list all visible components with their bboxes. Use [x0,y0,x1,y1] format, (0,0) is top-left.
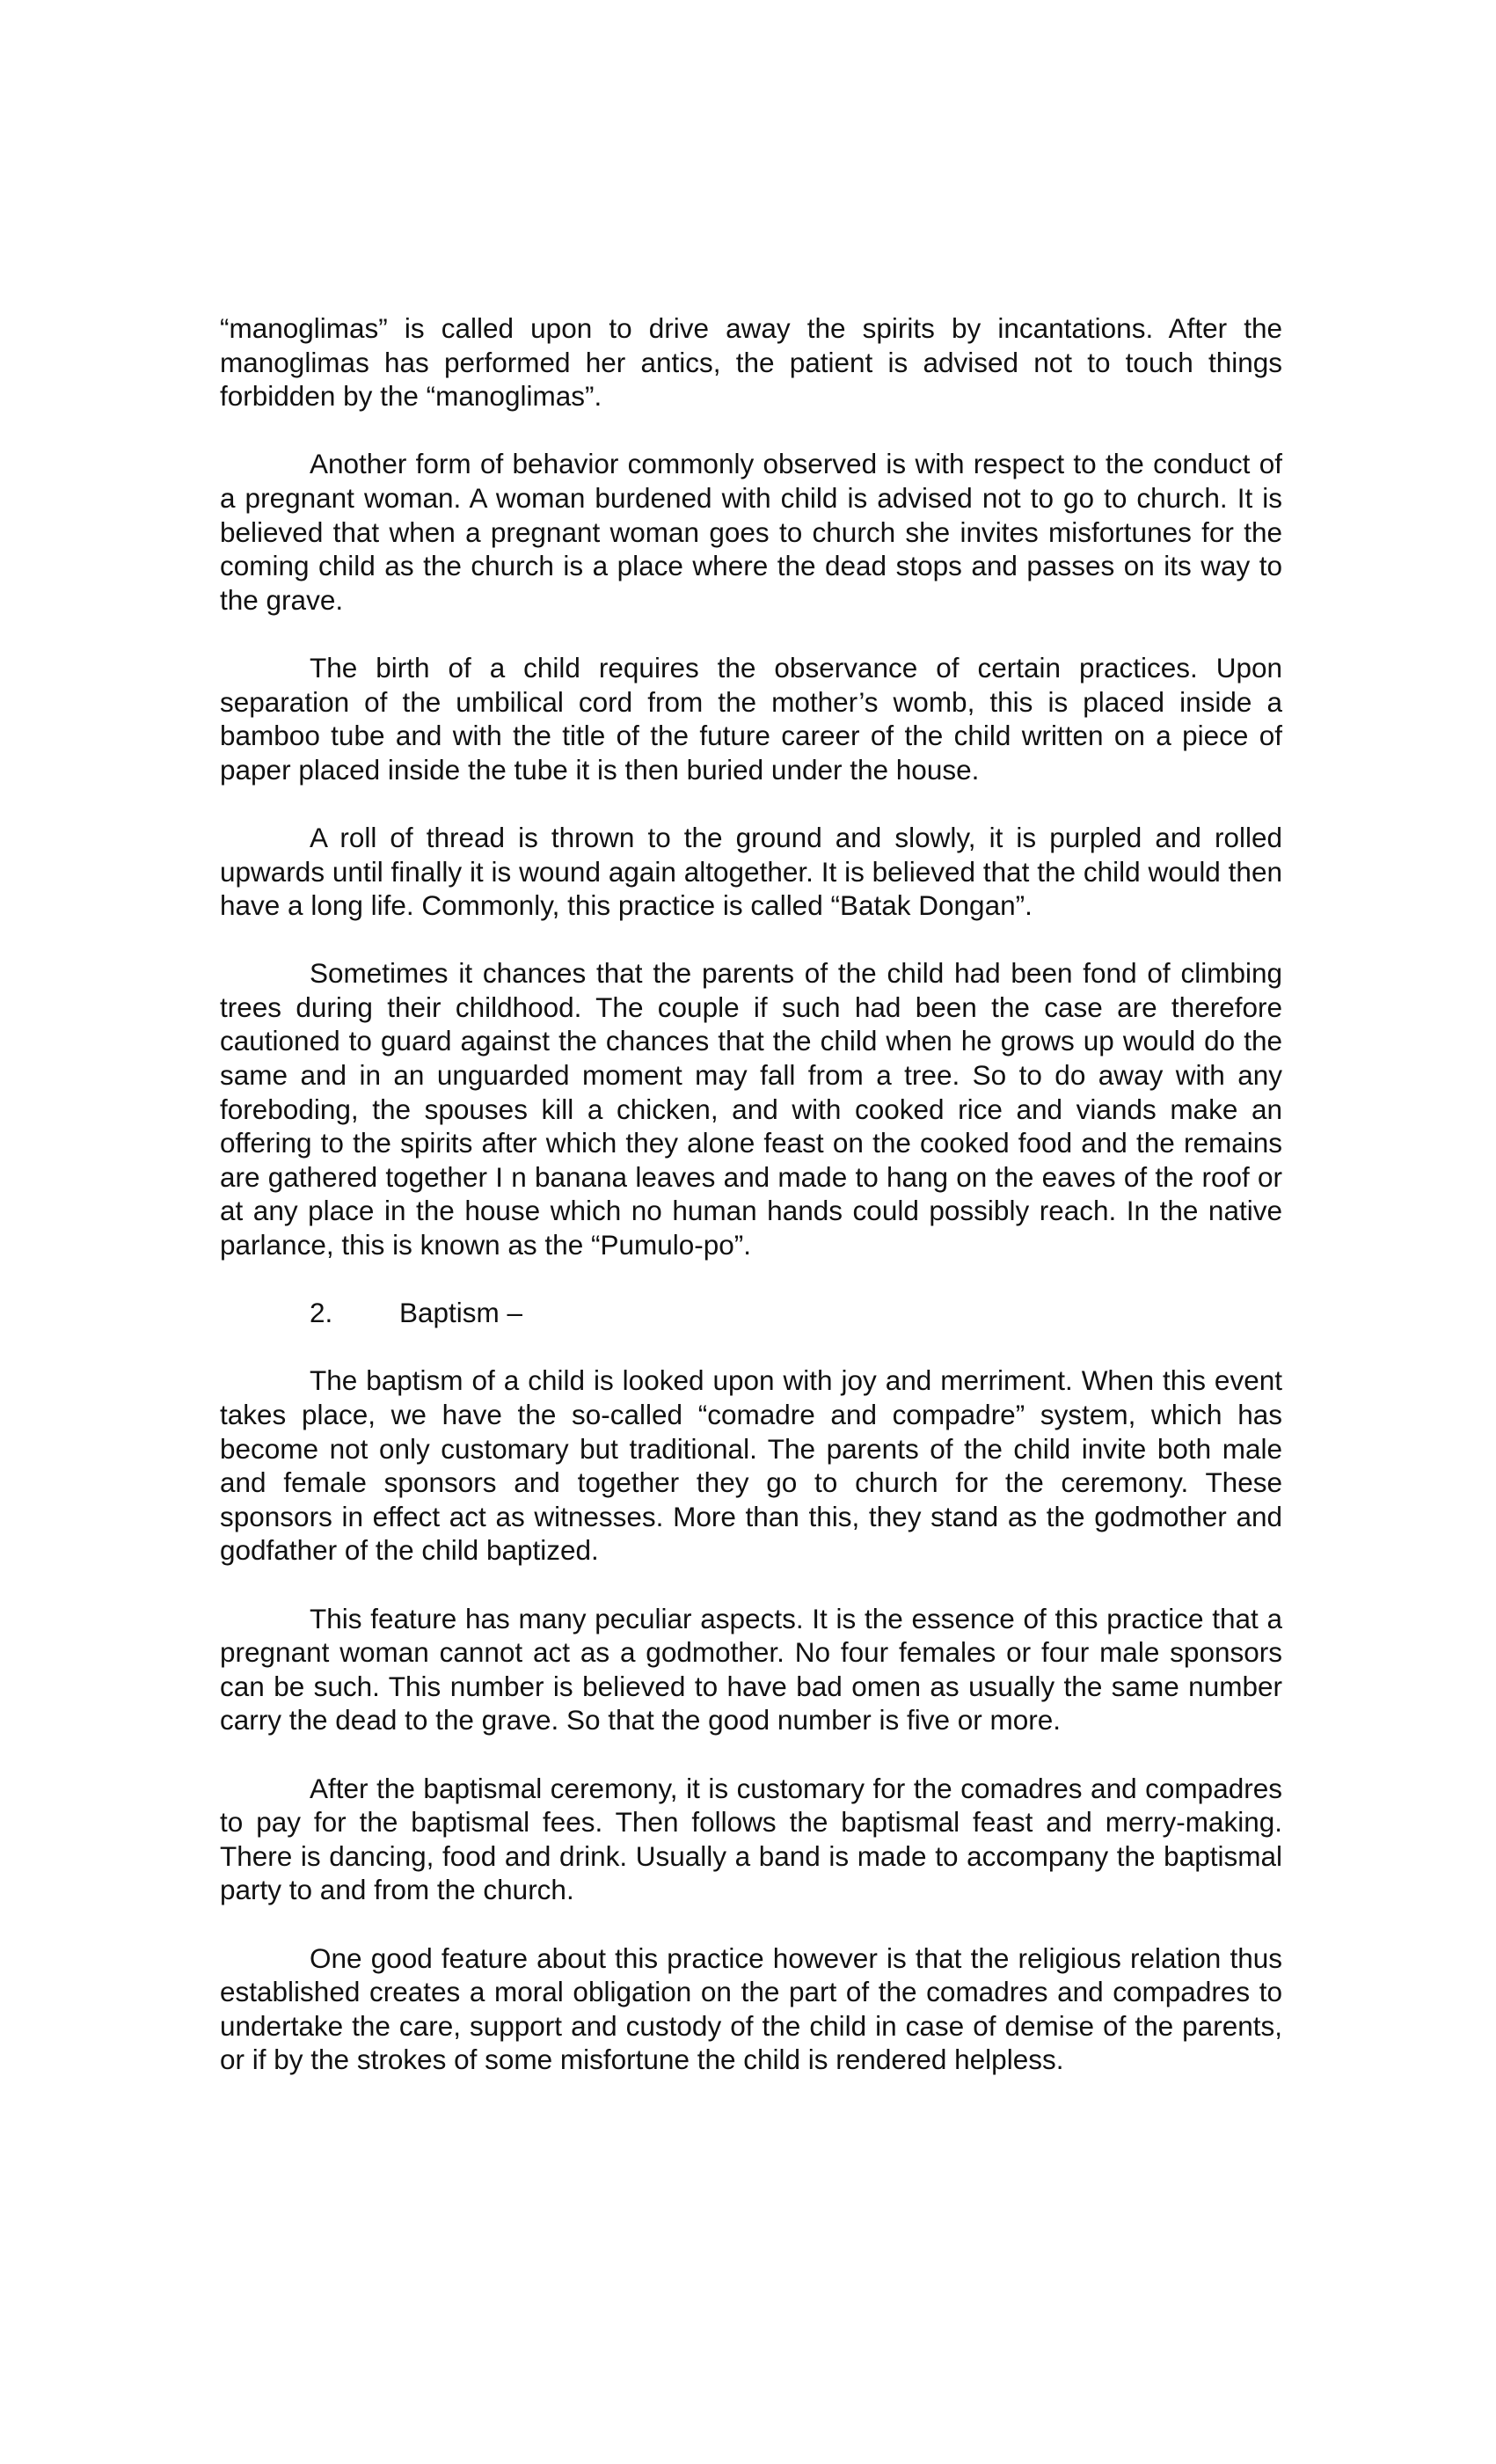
document-body [220,311,1282,2077]
paragraph-pregnant-woman-conduct: Another form of behavior commonly observed is with respect to the conduct of a pregnant woman. A woman burdened with child is advised not to go to church. It is believed that when a pregnant woman goes to church she invites misfortunes for the coming child as the church is a place where the dead stops and passes on its way to the grave. [220,448,1282,616]
section-title: Baptism – [399,1297,523,1329]
section-number: 2. [310,1297,333,1329]
paragraph-continuation: “manoglimas” is called upon to drive away the spirits by incantations. After the manoglimas has performed her antics, the patient is advised not to touch things forbidden by the “manoglimas”. [220,312,1282,413]
paragraph-pumulo-po: Sometimes it chances that the parents of the child had been fond of climbing trees during their childhood. The couple if such had been the case are therefore cautioned to guard against the chances that the child when he grows up would do the same and in an unguarded moment may fall from a tree. So to do away with any foreboding, the spouses kill a chicken, and with cooked rice and viands make an offering to the spirits after which they alone feast on the cooked food and the remains are gathered together I n banana leaves and made to hang on the eaves of the roof or at any place in the house which no human hands could possibly reach. In the native parlance, this is known as the “Pumulo-po”. [220,957,1282,1261]
paragraph-peculiar-aspects: This feature has many peculiar aspects. It is the essence of this practice that a pregnant woman cannot act as a godmother. No four females or four male sponsors can be such. This number is believed to have bad omen as usually the same number carry the dead to the grave. So that the good number is five or more. [220,1602,1282,1736]
paragraph-batak-dongan: A roll of thread is thrown to the ground and slowly, it is purpled and rolled upwards until finally it is wound again altogether. It is believed that the child would then have a long life. Commonly, this practice is called “Batak Dongan”. [220,821,1282,922]
paragraph-baptism-joy: The baptism of a child is looked upon with joy and merriment. When this event takes place, we have the so-called “comadre and compadre” system, which has become not only customary but traditional. The parents of the child invite both male and female sponsors and together they go to church for the ceremony. These sponsors in effect act as witnesses. More than this, they stand as the godmother and godfather of the child baptized. [220,1364,1282,1567]
paragraph-birth-practices: The birth of a child requires the observance of certain practices. Upon separation of the umbilical cord from the mother’s womb, this is placed inside a bamboo tube and with the title of the future career of the child written on a piece of paper placed inside the tube it is then buried under the house. [220,651,1282,786]
paragraph-moral-obligation: One good feature about this practice however is that the religious relation thus established creates a moral obligation on the part of the comadres and compadres to undertake the care, support and custody of the child in case of demise of the parents, or if by the strokes of some misfortune the child is rendered helpless. [220,1941,1282,2076]
section-heading-baptism [220,1296,1282,1330]
paragraph-baptismal-feast: After the baptismal ceremony, it is customary for the comadres and compadres to pay for the baptismal fees. Then follows the baptismal feast and merry-making. There is dancing, food and drink. Usually a band is made to accompany the baptismal party to and from the church. [220,1772,1282,1906]
